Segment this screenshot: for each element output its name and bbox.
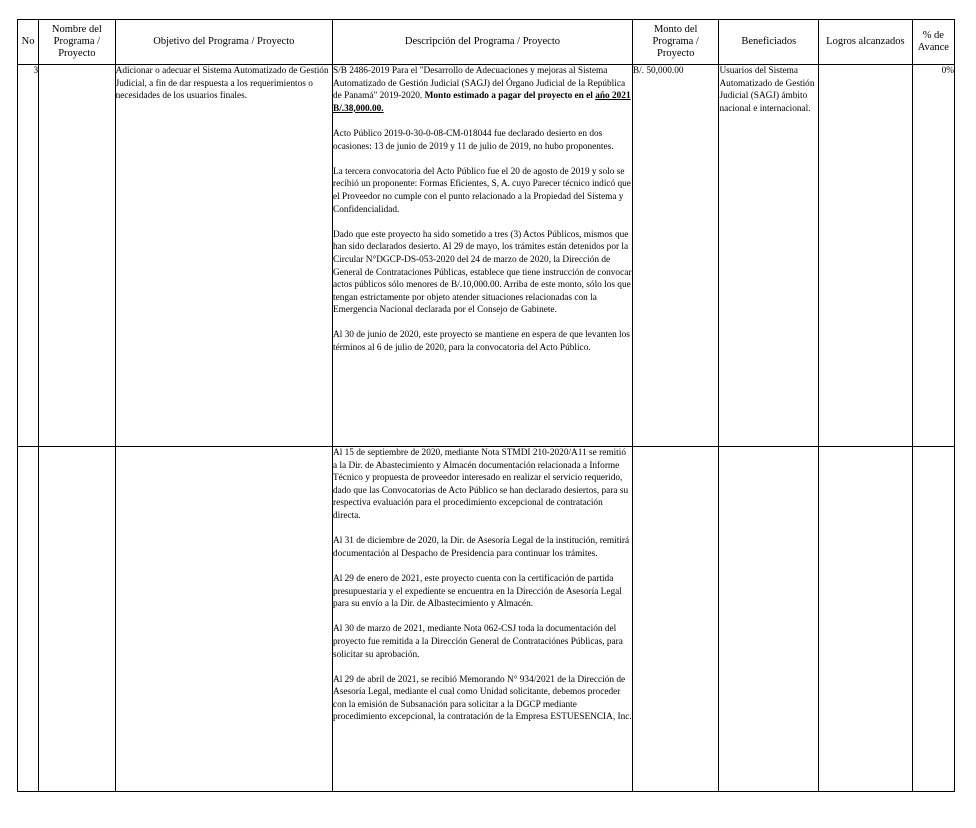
cell-nombre [39,65,115,447]
cell-monto [632,447,719,792]
description-paragraph: Al 29 de abril de 2021, se recibió Memorando N° 934/2021 de la Dirección de Asesoría Legal, mediante el cual como Unidad solicitante, debemos proceder con la emisión de Subsanación para solicitar a la DGCP mediante procedimiento excepcional, la contratación de la Empresa ESTUESENCIA, Inc. [333,674,632,723]
description-amount-text: Monto estimado a pagar del proyecto en el [424,91,596,102]
cell-beneficiados [719,447,819,792]
cell-beneficiados: Usuarios del Sistema Automatizado de Gestión Judicial (SAGJ) ámbito nacional e internacional. [719,65,819,447]
header-row [18,20,955,65]
description-paragraph: La tercera convocatoria del Acto Público fue el 20 de agosto de 2019 y solo se recibió un proponente: Formas Eficientes, S, A. cuyo Parecer técnico indicó que el Proveedor no cumple con el punto relacionado a la Propiedad del Sistema y Confidencialidad. [333,166,631,215]
description-paragraph [333,65,632,115]
description-paragraph: Al 15 de septiembre de 2020, mediante Nota STMDI 210-2020/A11 se remitió a la Dir. de Abastecimiento y Almacén documentación relacionada a Informe Técnico y propuesta de proveedor interesado en realizar el servicio requerido, dado que las Convocatorias de Acto Público se han declarado desiertos, para su respectiva evaluación para el procedimiento excepcional de contratación directa. [333,448,629,521]
header-no: No [18,20,39,65]
cell-objetivo [115,447,332,792]
header-nombre: Nombre del Programa / Proyecto [39,20,115,65]
description-paragraph: Al 30 de junio de 2020, este proyecto se mantiene en espera de que levanten los términos al 6 de julio de 2020, para la convocatoria del Acto Público. [333,330,630,354]
header-objetivo: Objetivo del Programa / Proyecto [115,20,332,65]
description-amount-underlined: año 2021 B/.38,000.00. [333,91,631,114]
cell-descripcion [333,447,633,792]
description-paragraph: Al 31 de diciembre de 2020, la Dir. de Asesoría Legal de la institución, remitirá documentación al Despacho de Presidencia para continuar los trámites. [333,536,630,559]
cell-nombre [39,447,115,792]
cell-avance [912,447,954,792]
header-monto: Monto del Programa / Proyecto [632,20,719,65]
header-avance: % de Avance [912,20,954,65]
description-text: S/B 2486-2019 Para el "Desarrollo de Adecuaciones y mejoras al Sistema Automatizado de Gestión Judicial (SAGJ) del Órgano Judicial de la República de Panamá" 2019-2020. [333,66,626,102]
cell-objetivo: Adicionar o adecuar el Sistema Automatizado de Gestión Judicial, a fin de dar respuesta a los requerimientos o necesidades de los usuarios finales. [115,65,332,447]
cell-avance: 0% [912,65,954,447]
description-paragraph: Acto Público 2019-0-30-0-08-CM-018044 fue declarado desierto en dos ocasiones: 13 de junio de 2019 y 11 de julio de 2019, no hubo proponentes. [333,128,614,152]
cell-logros [819,447,913,792]
header-logros: Logros alcanzados [819,20,913,65]
header-descripcion: Descripción del Programa / Proyecto [333,20,633,65]
cell-monto: B/. 50,000.00 [632,65,719,447]
cell-descripcion [333,65,633,447]
description-paragraph: Dado que este proyecto ha sido sometido a tres (3) Actos Públicos, mismos que han sido declarados desierto. Al 29 de mayo, los trámites están detenidos por la Circular N°DGCP-DS-053-2020 del 24 de marzo de 2020, la Dirección de General de Contrataciones Públicas, establece que tiene instrucción de convocar actos públicos sólo menores de B/.10,000.00. Arriba de este monto, sólo los que tengan estrictamente por objeto atender situaciones relacionadas con la Emergencia Nacional declarada por el Consejo de Gabinete. [333,229,632,316]
table-row [18,447,955,792]
header-beneficiados: Beneficiados [719,20,819,65]
cell-no: 3 [18,65,39,447]
description-paragraph: Al 30 de marzo de 2021, mediante Nota 062-CSJ toda la documentación del proyecto fue remitida a la Dirección General de Contrataciónes Públicas, para solicitar su aprobación. [333,624,623,660]
table-row [18,65,955,447]
project-table [17,19,955,792]
cell-logros [819,65,913,447]
cell-no [18,447,39,792]
description-paragraph: Al 29 de enero de 2021, este proyecto cuenta con la certificación de partida presupuestaria y el expediente se encuentra en la Dirección de Asesoría Legal para su envío a la Dir. de Albastecimiento y Almacén. [333,573,622,610]
